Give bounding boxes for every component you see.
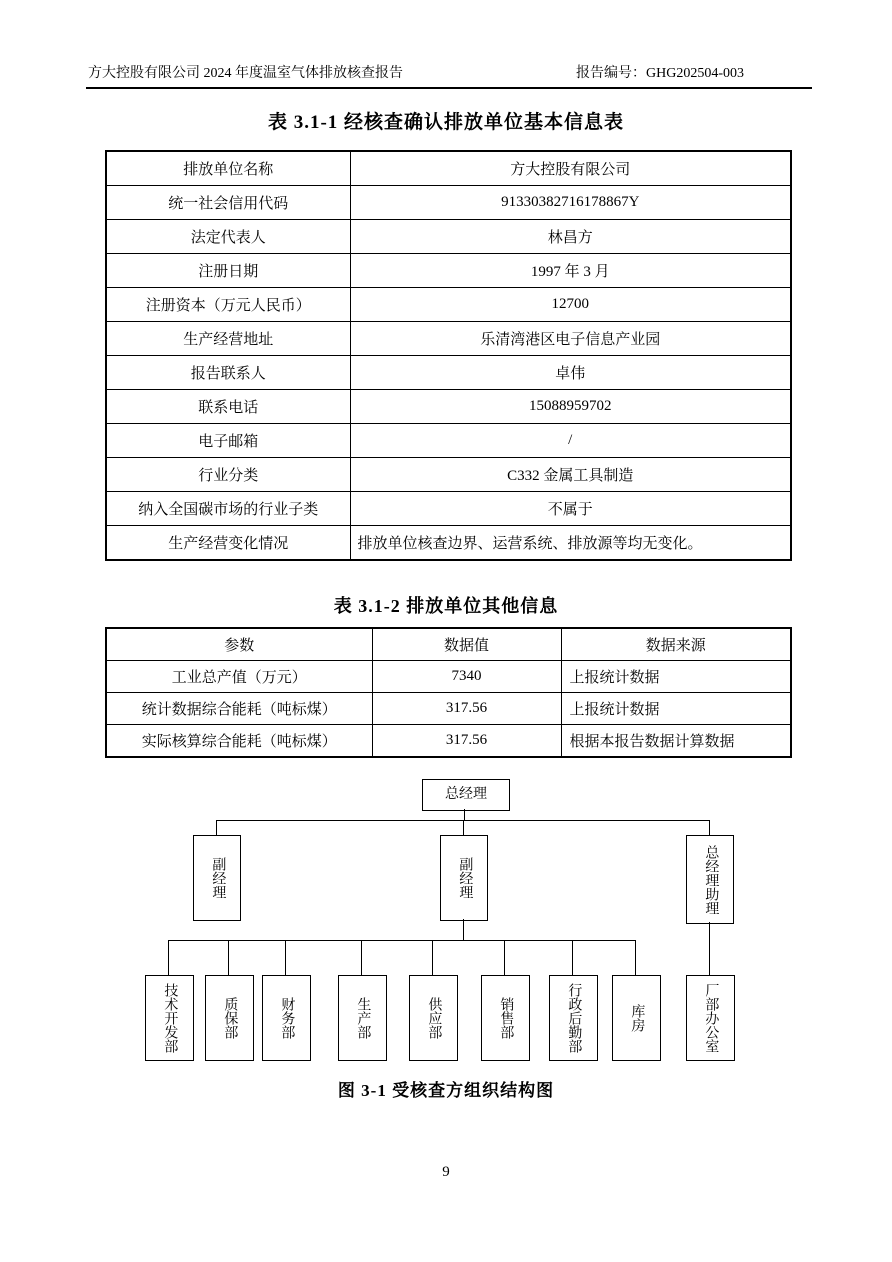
table-row	[106, 151, 791, 186]
table2-title: 表 3.1-2 排放单位其他信息	[333, 596, 559, 616]
org-box-department: 行政后勤部	[549, 975, 598, 1061]
source-cell: 上报统计数据	[561, 693, 791, 725]
connector-line	[709, 922, 710, 975]
org-box-deputy-manager-1: 副经理	[193, 835, 241, 921]
other-info-table	[105, 627, 792, 758]
row-label-cell: 生产经营地址	[106, 322, 350, 356]
page-number: 9	[442, 1164, 450, 1180]
figure-caption: 图 3-1 受核查方组织结构图	[337, 1081, 555, 1100]
org-box-general-manager: 总经理	[422, 779, 510, 811]
org-box-department: 技术开发部	[145, 975, 194, 1061]
connector-line	[285, 940, 286, 975]
row-label-cell: 排放单位名称	[106, 151, 350, 186]
header-divider	[86, 87, 812, 89]
connector-line	[168, 940, 169, 975]
source-cell: 根据本报告数据计算数据	[561, 725, 791, 758]
row-label-cell: 行业分类	[106, 458, 350, 492]
row-value-cell: 林昌方	[350, 220, 791, 254]
table-row	[106, 424, 791, 458]
table-row	[106, 220, 791, 254]
row-label-cell: 生产经营变化情况	[106, 526, 350, 561]
org-box-department: 供应部	[409, 975, 458, 1061]
table-row	[106, 356, 791, 390]
connector-line	[709, 820, 710, 835]
param-cell: 实际核算综合能耗（吨标煤）	[106, 725, 372, 758]
header-report-title: 方大控股有限公司 2024 年度温室气体排放核查报告	[88, 66, 403, 81]
value-cell: 317.56	[372, 725, 561, 758]
row-value-cell: 卓伟	[350, 356, 791, 390]
row-value-cell: 排放单位核查边界、运营系统、排放源等均无变化。	[350, 526, 791, 561]
table-row	[106, 390, 791, 424]
connector-line	[463, 820, 464, 835]
connector-line	[216, 820, 217, 835]
connector-line	[464, 809, 465, 820]
connector-line	[635, 940, 636, 975]
connector-line	[361, 940, 362, 975]
row-label-cell: 联系电话	[106, 390, 350, 424]
table-row	[106, 458, 791, 492]
connector-line	[572, 940, 573, 975]
row-value-cell: 12700	[350, 288, 791, 322]
org-box-department: 财务部	[262, 975, 311, 1061]
org-box-factory-office: 厂部办公室	[686, 975, 735, 1061]
connector-line	[432, 940, 433, 975]
column-header: 参数	[106, 628, 372, 661]
table-row	[106, 725, 791, 758]
org-box-department: 库房	[612, 975, 661, 1061]
connector-line	[168, 940, 635, 941]
row-label-cell: 注册资本（万元人民币）	[106, 288, 350, 322]
row-value-cell: 15088959702	[350, 390, 791, 424]
row-value-cell: 方大控股有限公司	[350, 151, 791, 186]
basic-info-table	[105, 150, 792, 561]
row-value-cell: /	[350, 424, 791, 458]
connector-line	[504, 940, 505, 975]
header-report-number: 报告编号：GHG202504-003	[576, 66, 744, 81]
table-row	[106, 186, 791, 220]
org-box-gm-assistant: 总经理助理	[686, 835, 734, 924]
row-value-cell: 不属于	[350, 492, 791, 526]
table-row	[106, 492, 791, 526]
org-box-deputy-manager-2: 副经理	[440, 835, 488, 921]
row-label-cell: 纳入全国碳市场的行业子类	[106, 492, 350, 526]
row-label-cell: 法定代表人	[106, 220, 350, 254]
source-cell: 上报统计数据	[561, 661, 791, 693]
table-row	[106, 322, 791, 356]
org-box-department: 销售部	[481, 975, 530, 1061]
value-cell: 317.56	[372, 693, 561, 725]
row-value-cell: 1997 年 3 月	[350, 254, 791, 288]
row-value-cell: C332 金属工具制造	[350, 458, 791, 492]
value-cell: 7340	[372, 661, 561, 693]
table-header-row	[106, 628, 791, 661]
row-value-cell: 乐清湾港区电子信息产业园	[350, 322, 791, 356]
row-label-cell: 电子邮箱	[106, 424, 350, 458]
param-cell: 工业总产值（万元）	[106, 661, 372, 693]
table-row	[106, 254, 791, 288]
column-header: 数据值	[372, 628, 561, 661]
row-label-cell: 注册日期	[106, 254, 350, 288]
org-box-department: 生产部	[338, 975, 387, 1061]
row-label-cell: 统一社会信用代码	[106, 186, 350, 220]
connector-line	[463, 919, 464, 940]
connector-line	[228, 940, 229, 975]
row-value-cell: 91330382716178867Y	[350, 186, 791, 220]
table-row	[106, 526, 791, 561]
table1-title: 表 3.1-1 经核查确认排放单位基本信息表	[267, 112, 625, 133]
param-cell: 统计数据综合能耗（吨标煤）	[106, 693, 372, 725]
table-row	[106, 288, 791, 322]
org-box-department: 质保部	[205, 975, 254, 1061]
table-row	[106, 661, 791, 693]
row-label-cell: 报告联系人	[106, 356, 350, 390]
table-row	[106, 693, 791, 725]
column-header: 数据来源	[561, 628, 791, 661]
